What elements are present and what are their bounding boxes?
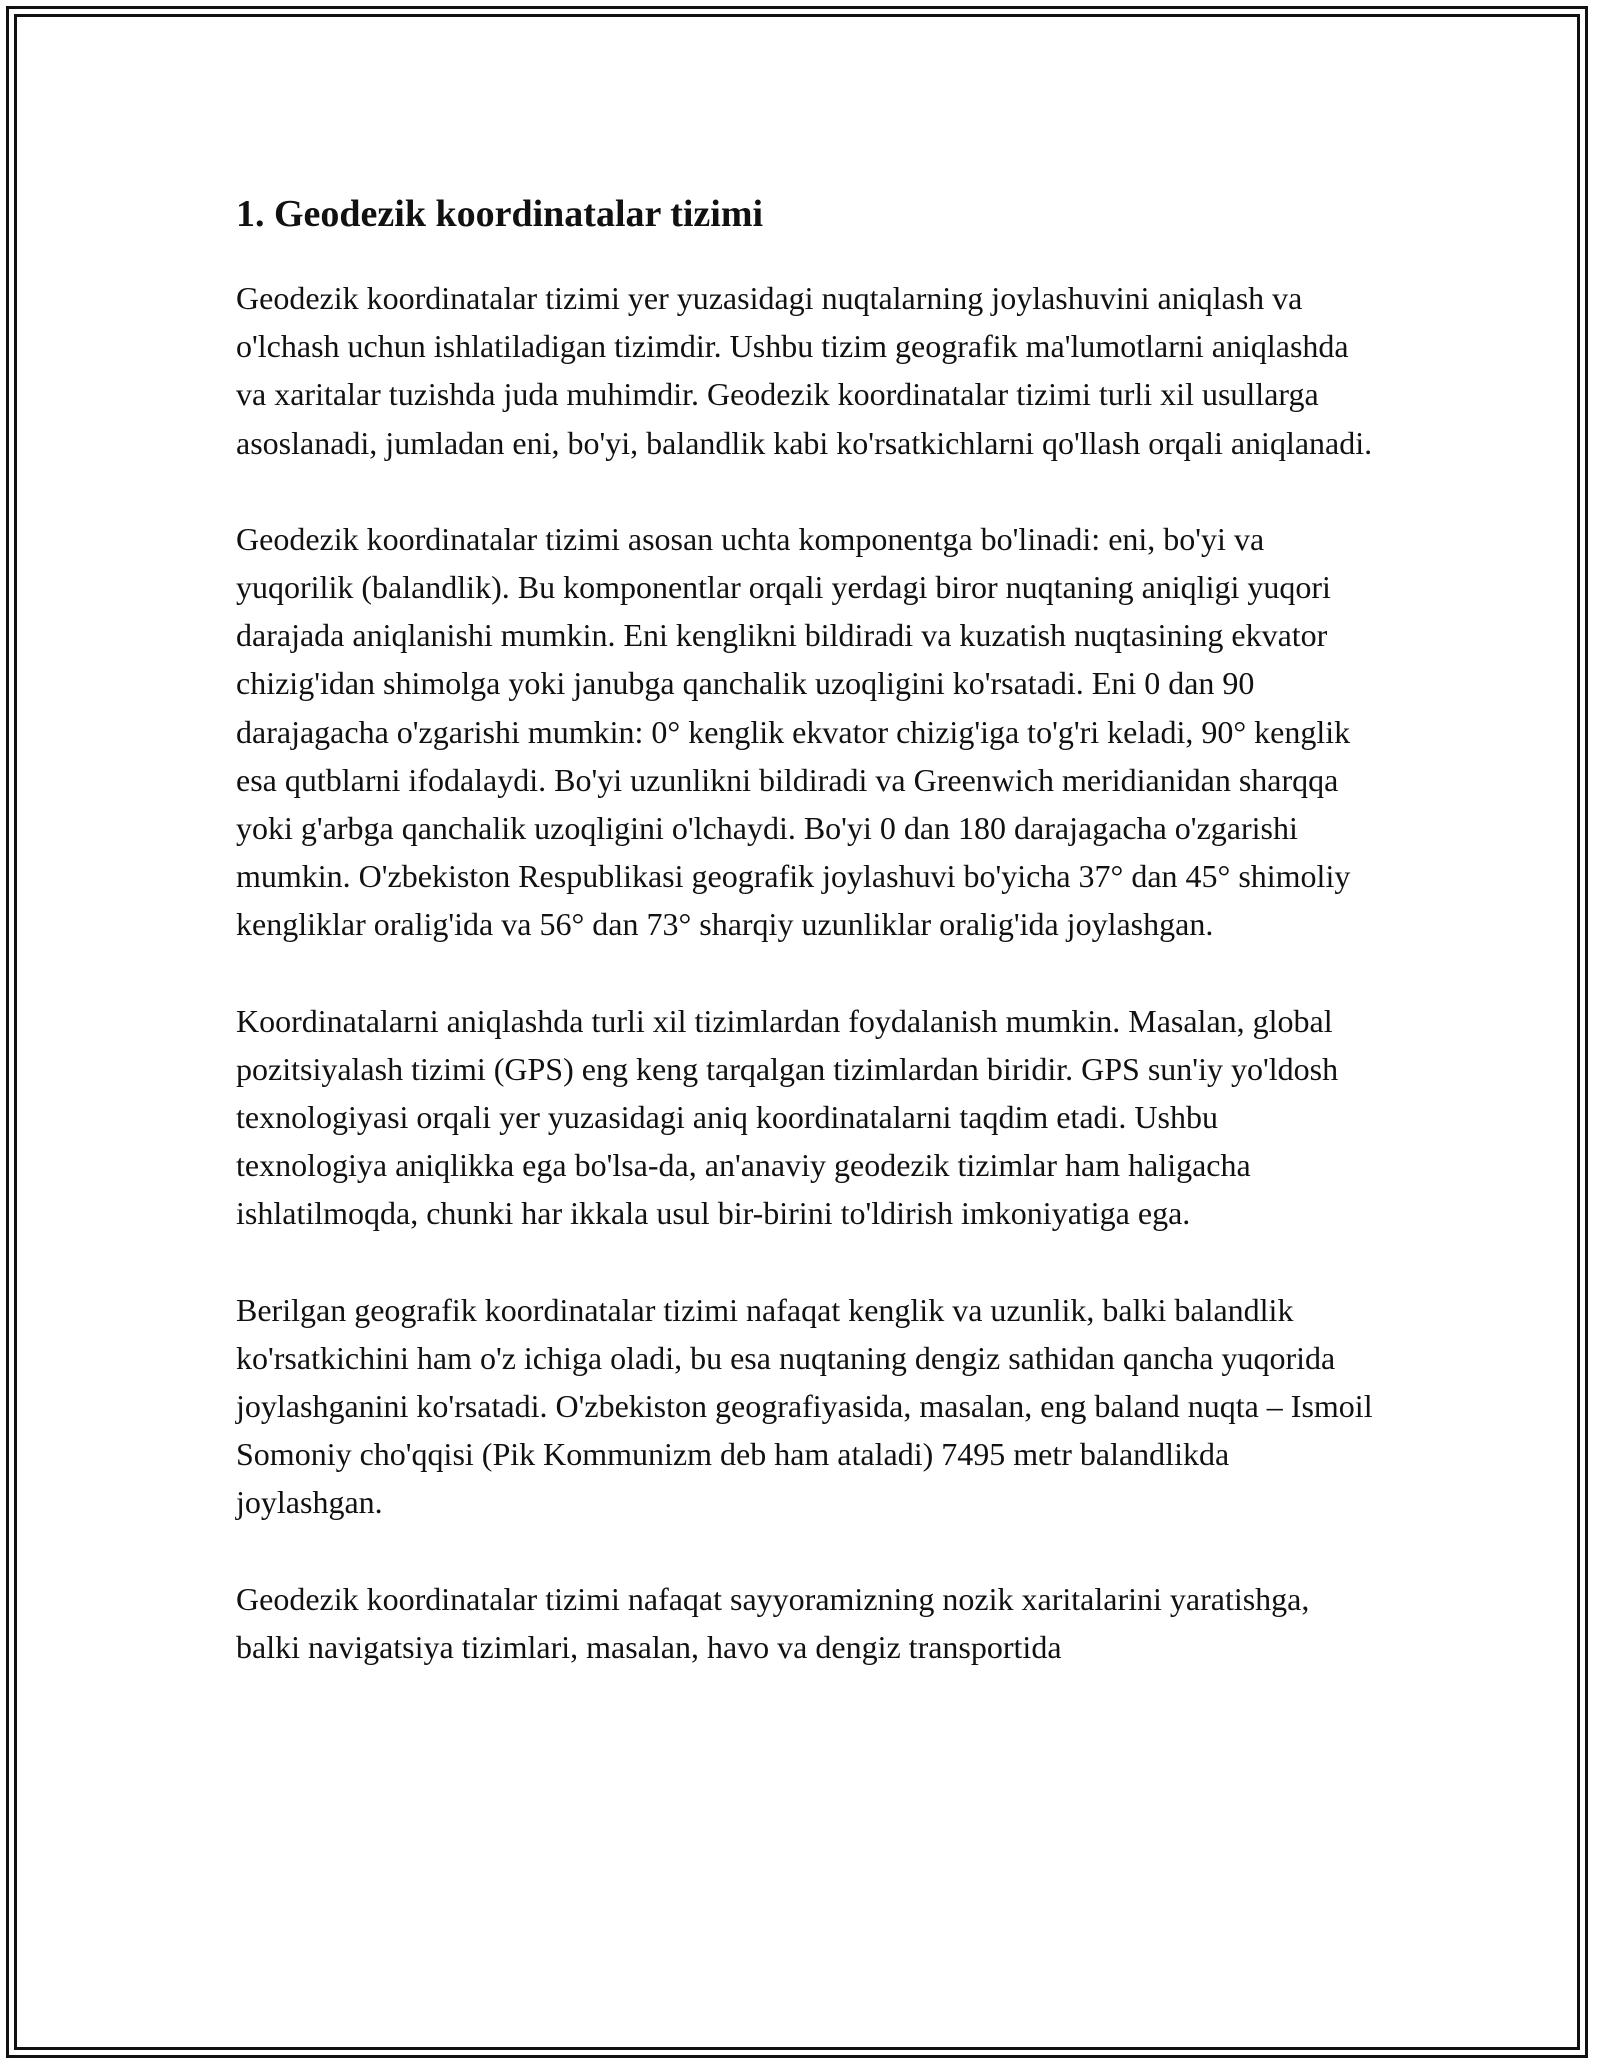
document-body [236,188,1376,1719]
paragraph-altitude: Berilgan geografik koordinatalar tizimi nafaqat kenglik va uzunlik, balki balandlik ko'rsatkichini ham o'z ichiga oladi, bu esa nuqtaning dengiz sathidan qancha yuqorida joylashganini ko'rsatadi. O'zbekiston geografiyasida, masalan, eng baland nuqta – Ismoil Somoniy cho'qqisi (Pik Kommunizm deb ham ataladi) 7495 metr balandlikda joylashgan. [236,1291,1373,1521]
paragraph-gps: Koordinatalarni aniqlashda turli xil tizimlardan foydalanish mumkin. Masalan, global pozitsiyalash tizimi (GPS) eng keng tarqalgan tizimlardan biridir. GPS sun'iy yo'ldosh texnologiyasi orqali yer yuzasidagi aniq koordinatalarni taqdim etadi. Ushbu texnologiya aniqlikka ega bo'lsa-da, an'anaviy geodezik tizimlar ham haligacha ishlatilmoqda, chunki har ikkala usul bir-birini to'ldirish imkoniyatiga ega. [236,1002,1339,1232]
paragraph-components: Geodezik koordinatalar tizimi asosan uchta komponentga bo'linadi: eni, bo'yi va yuqorilik (balandlik). Bu komponentlar orqali yerdagi biror nuqtaning aniqligi yuqori darajada aniqlanishi mumkin. Eni kenglikni bildiradi va kuzatish nuqtasining ekvator chizig'idan shimolga yoki janubga qanchalik uzoqligini ko'rsatadi. Eni 0 dan 90 darajagacha o'zgarishi mumkin: 0° kenglik ekvator chizig'iga to'g'ri keladi, 90° kenglik esa qutblarni ifodalaydi. Bo'yi uzunlikni bildiradi va Greenwich meridianidan sharqqa yoki g'arbga qanchalik uzoqligini o'lchaydi. Bo'yi 0 dan 180 darajagacha o'zgarishi mumkin. O'zbekiston Respublikasi geografik joylashuvi bo'yicha 37° dan 45° shimoliy kengliklar oralig'ida va 56° dan 73° sharqiy uzunliklar oralig'ida joylashgan. [236,520,1351,943]
paragraph-intro: Geodezik koordinatalar tizimi yer yuzasidagi nuqtalarning joylashuvini aniqlash va o'lchash uchun ishlatiladigan tizimdir. Ushbu tizim geografik ma'lumotlarni aniqlashda va xaritalar tuzishda juda muhimdir. Geodezik koordinatalar tizimi turli xil usullarga asoslanadi, jumladan eni, bo'yi, balandlik kabi ko'rsatkichlarni qo'llash orqali aniqlanadi. [236,280,1373,461]
paragraph-navigation: Geodezik koordinatalar tizimi nafaqat sayyoramizning nozik xaritalarini yaratishga, balki navigatsiya tizimlari, masalan, havo va dengiz transportida [236,1580,1310,1665]
document-title: 1. Geodezik koordinatalar tizimi [236,193,764,235]
